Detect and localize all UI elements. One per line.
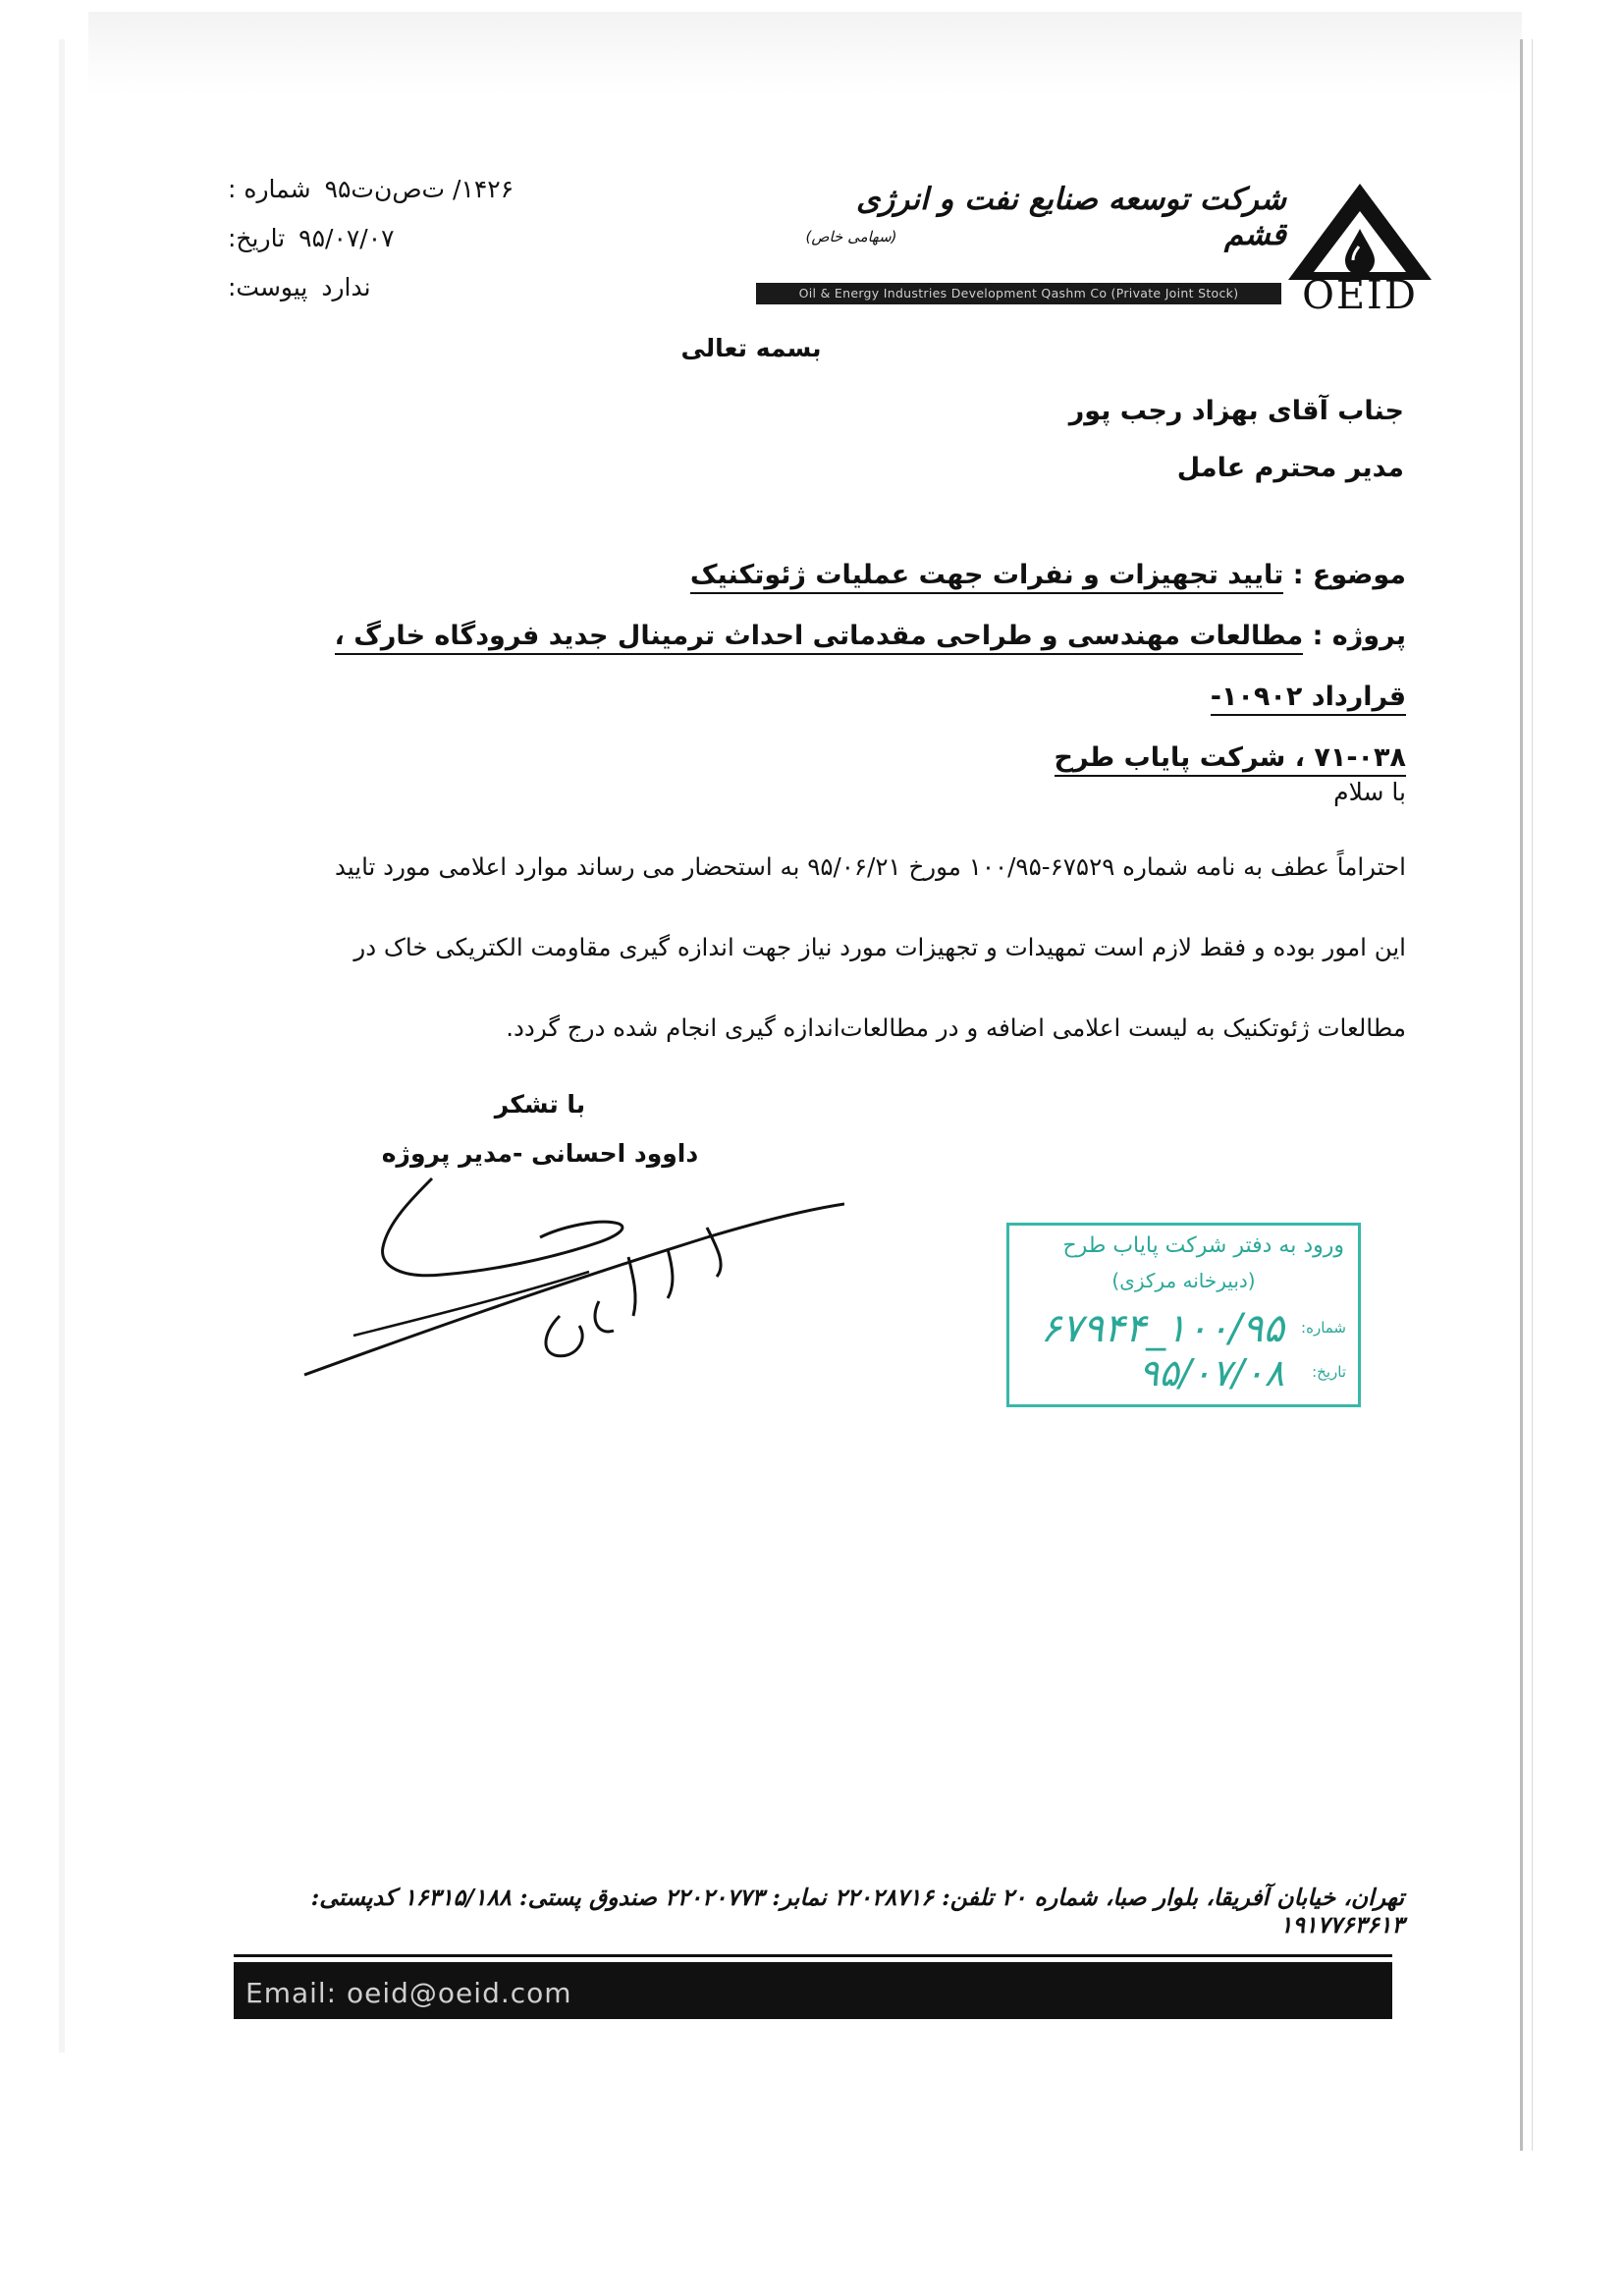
- project-label: پروژه :: [1312, 621, 1406, 651]
- handwritten-signature: [295, 1169, 844, 1385]
- letter-meta: [228, 165, 542, 312]
- meta-date-label: تاریخ:: [228, 224, 286, 252]
- signer: داوود احسانی -مدیر پروژه: [381, 1139, 699, 1168]
- stamp-date-value: ۹۵/۰۷/۰۸: [1138, 1351, 1284, 1394]
- project-line-1: [236, 606, 1406, 728]
- recipient-name: جناب آقای بهزاد رجب پور: [1068, 396, 1404, 426]
- basmala: بسمه تعالی: [680, 334, 822, 362]
- meta-number-label: شماره :: [228, 175, 311, 203]
- project-text-1: مطالعات مهندسی و طراحی مقدماتی احداث ترمینال جدید فرودگاه خارگ ، قرارداد ۱۰۹۰۲-: [335, 621, 1406, 716]
- scan-edge-right: [1520, 39, 1523, 2151]
- meta-date-value: ۹۵/۰۷/۰۷: [298, 224, 395, 252]
- stamp-number-label: شماره:: [1301, 1319, 1346, 1337]
- subject-line: [236, 545, 1406, 606]
- recipient-block: [884, 383, 1404, 497]
- subject-label: موضوع :: [1292, 560, 1406, 590]
- stamp-number-value: ۱۰۰/۹۵_۶۷۹۴۴: [1040, 1306, 1284, 1351]
- footer-email-bar: [234, 1962, 1392, 2019]
- body-line-2: این امور بوده و فقط لازم است تمهیدات و تجهیزات مورد نیاز جهت اندازه گیری مقاومت الکتریکی خاک در: [353, 933, 1406, 961]
- recipient-title: مدیر محترم عامل: [1176, 453, 1404, 483]
- subject-block: [236, 545, 1406, 789]
- body-line-1: احتراماً عطف به نامه شماره ۶۷۵۲۹-۱۰۰/۹۵ مورخ ۹۵/۰۶/۲۱ به استحضار می رساند موارد اعلامی مورد تایید: [335, 852, 1406, 881]
- meta-attachment-value: ندارد: [321, 273, 371, 301]
- stamp-date-label: تاریخ:: [1312, 1363, 1346, 1381]
- scan-shadow-left: [59, 39, 65, 2052]
- body-line-3: مطالعات ژئوتکنیک به لیست اعلامی اضافه و در مطالعات‌اندازه گیری انجام شده درج گردد.: [506, 1013, 1406, 1042]
- greeting: با سلام: [1333, 778, 1406, 806]
- footer-email: Email: oeid@oeid.com: [245, 1977, 572, 2009]
- receipt-stamp: [1006, 1223, 1361, 1407]
- company-name-fa: شرکت توسعه صنایع نفت و انرژی قشم: [856, 182, 1286, 252]
- meta-number-value: ۱۴۲۶/ ت‌ص‌ن‌ت۹۵: [324, 175, 514, 203]
- meta-attachment-row: [228, 263, 542, 312]
- meta-date-row: [228, 214, 542, 263]
- closing: با تشکر: [494, 1090, 586, 1119]
- project-text-2: ۷۱-۰۳۸ ، شرکت پایاب طرح: [1055, 742, 1406, 777]
- scan-shadow-top: [88, 12, 1522, 95]
- company-name-en: Oil & Energy Industries Development Qashm Co (Private Joint Stock): [756, 283, 1281, 304]
- company-type: (سهامی خاص): [805, 228, 897, 246]
- stamp-line-2: (دبیرخانه مرکزی): [1111, 1269, 1256, 1292]
- stamp-line-1: ورود به دفتر شرکت پایاب طرح: [1062, 1233, 1344, 1258]
- subject-text: تایید تجهیزات و نفرات جهت عملیات ژئوتکنیک: [690, 560, 1283, 594]
- meta-attachment-label: پیوست:: [228, 273, 308, 301]
- scan-edge-right-secondary: [1532, 39, 1533, 2151]
- signoff-block: [363, 1080, 717, 1178]
- logo-text: OEID: [1302, 273, 1418, 318]
- letter-body: [236, 766, 1406, 1068]
- meta-number-row: [228, 165, 542, 214]
- footer-address: تهران، خیابان آفریقا، بلوار صبا، شماره ۲۰ تلفن: ۲۲۰۲۸۷۱۶ نمابر: ۲۲۰۲۰۷۷۳ صندوق پستی: ۱۶۳۱۵/۱۸۸ کدپستی: ۱۹۱۷۷۶۳۶۱۳: [310, 1884, 1404, 1939]
